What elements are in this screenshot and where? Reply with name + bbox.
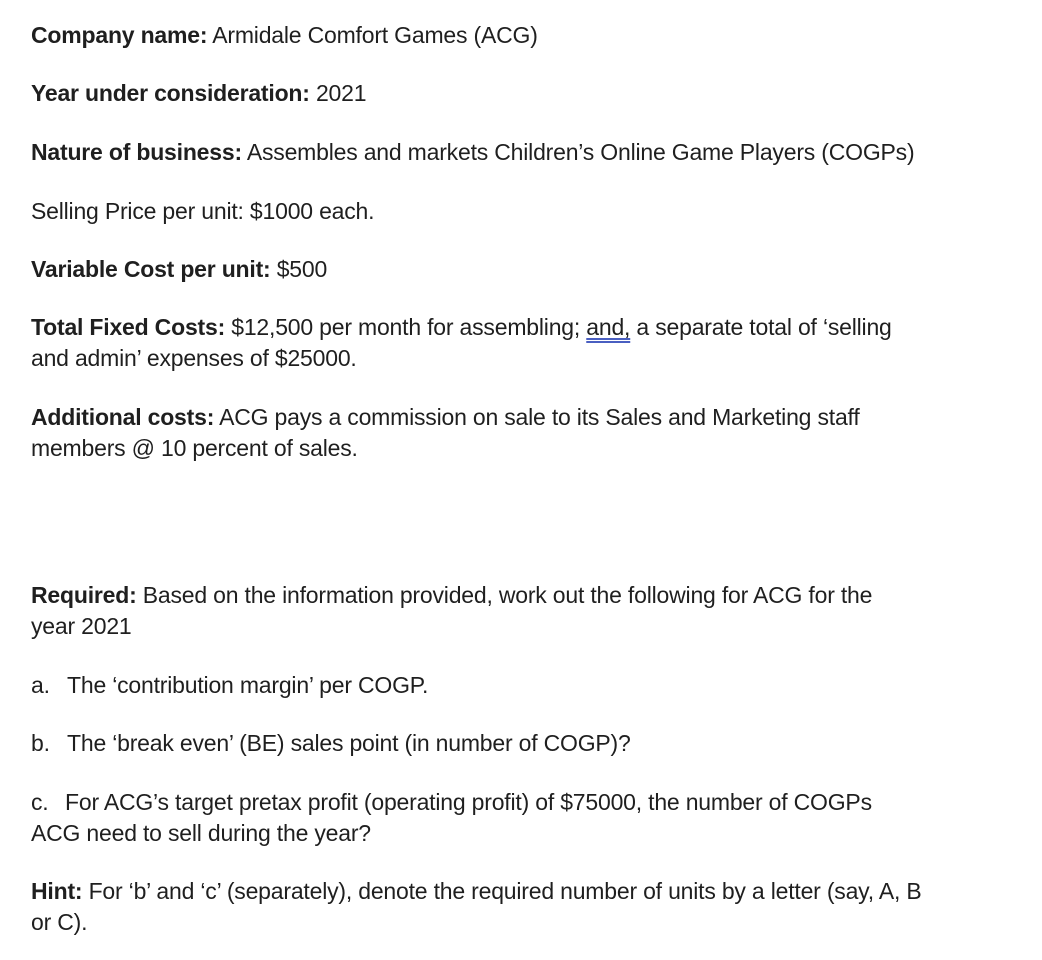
nature-label: Nature of business: [31, 139, 242, 165]
fixed-costs-value-end: a separate total of ‘selling and admin’ expenses of $25000. [31, 314, 892, 371]
year-value: 2021 [309, 80, 367, 106]
hint-label: Hint: [31, 878, 83, 904]
list-marker: a. [31, 672, 50, 698]
list-marker: c. [31, 789, 49, 815]
required-value: Based on the information provided, work out the following for ACG for the year 2021 [31, 582, 873, 639]
list-item [31, 670, 931, 701]
additional-costs-value: ACG pays a commission on sale to its Sales and Marketing staff members @ 10 percent of sales. [31, 404, 860, 461]
fixed-costs-value-start: $12,500 per month for assembling; [225, 314, 587, 340]
nature-value: Assembles and markets Children’s Online Game Players (COGPs) [241, 139, 915, 165]
year-label: Year under consideration: [31, 80, 310, 106]
underlined-word: and, [586, 314, 631, 340]
variable-cost-label: Variable Cost per unit: [31, 256, 271, 282]
fixed-costs-paragraph [31, 312, 911, 374]
fixed-costs-label: Total Fixed Costs: [31, 314, 226, 340]
company-name-value: Armidale Comfort Games (ACG) [207, 22, 538, 48]
list-item-text: The ‘contribution margin’ per COGP. [67, 672, 429, 698]
selling-price-line [31, 196, 931, 227]
additional-costs-paragraph [31, 402, 891, 464]
required-label: Required: [31, 582, 137, 608]
company-name-label: Company name: [31, 22, 208, 48]
company-name-line [31, 20, 931, 51]
list-item [31, 787, 911, 849]
list-item [31, 728, 931, 759]
variable-cost-value: $500 [270, 256, 328, 282]
additional-costs-label: Additional costs: [31, 404, 215, 430]
year-line [31, 78, 931, 109]
required-paragraph [31, 580, 911, 642]
nature-of-business-line [31, 137, 931, 168]
selling-price-text: Selling Price per unit: $1000 each. [31, 198, 375, 224]
variable-cost-line [31, 254, 931, 285]
hint-value: For ‘b’ and ‘c’ (separately), denote the required number of units by a letter (say, A, B or C). [31, 878, 922, 935]
list-marker: b. [31, 730, 50, 756]
list-item-text: The ‘break even’ (BE) sales point (in number of COGP)? [67, 730, 631, 756]
hint-paragraph [31, 876, 931, 938]
list-item-text: For ACG’s target pretax profit (operating profit) of $75000, the number of COGPs ACG need to sell during the year? [31, 789, 872, 846]
